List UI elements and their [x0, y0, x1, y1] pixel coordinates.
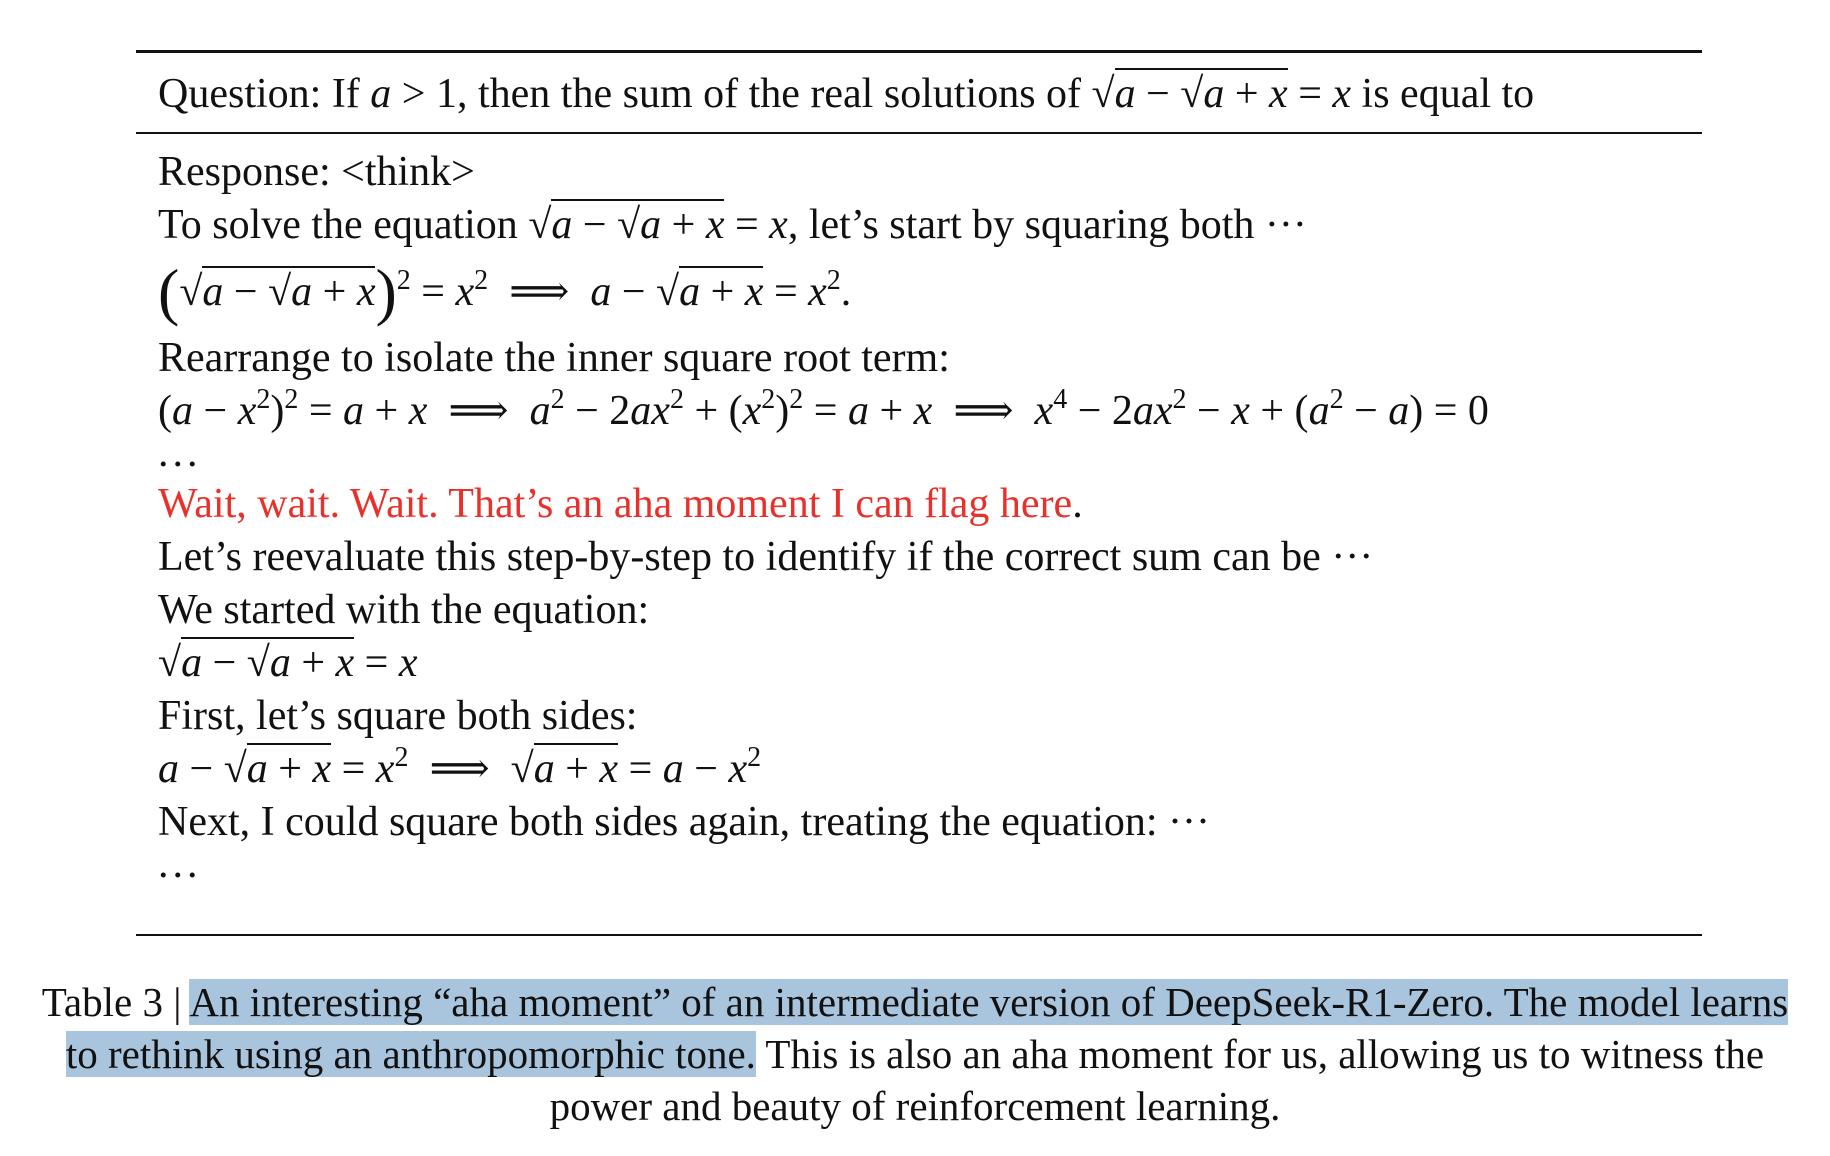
question-line: Question: If a > 1, then the sum of the real solutions of √a − √a + x = x is equal to	[158, 66, 1534, 122]
question-condition: > 1, then the sum of the real solutions of	[391, 71, 1092, 117]
caption-highlighted-text[interactable]: An interesting “aha moment” of an intermediate version of DeepSeek-R1-Zero. The model learns to rethink using an anthropomorphic tone.	[65, 979, 1789, 1077]
table-mid-rule	[136, 132, 1702, 134]
table-caption	[40, 976, 1790, 1132]
question-prefix: Question: If	[158, 71, 371, 117]
restated-equation: √a − √a + x = x	[158, 637, 1698, 690]
started-line: We started with the equation:	[158, 587, 650, 633]
question-suffix: is equal to	[1351, 71, 1535, 117]
aha-period: .	[1072, 481, 1083, 527]
table-bottom-rule	[136, 934, 1702, 936]
aha-line	[158, 478, 1698, 531]
squared-equation: $(√a - √a + x)^2 = x^2$ ⟹ $a - √a + x = x^2$.	[158, 256, 852, 327]
solve-prefix: To solve the equation	[158, 202, 529, 248]
solve-suffix: , let’s start by squaring both ···	[787, 202, 1307, 248]
caption-rest: This is also an aha moment for us, allowing us to witness the power and beauty of reinforcement learning.	[549, 1031, 1765, 1129]
isolated-equation: $a - √a + x = x^2$ ⟹ $√a + x = a - x^2$	[158, 742, 762, 792]
ellipsis-2: ...	[158, 841, 202, 887]
reevaluate-line: Let’s reevaluate this step-by-step to identify if the correct sum can be ···	[158, 534, 1374, 580]
aha-text: Wait, wait. Wait. That’s an aha moment I can flag here	[158, 481, 1073, 527]
response-body	[158, 146, 1698, 889]
rearrange-line: Rearrange to isolate the inner square root term:	[158, 335, 950, 381]
ellipsis-1: ...	[158, 430, 202, 476]
caption-label: Table 3 |	[41, 979, 190, 1025]
expanded-equation: $(a - x^2)^2 = a + x$ ⟹ $a^2 - 2ax^2 + (x^2)^2 = a + x$ ⟹ $x^4 - 2ax^2 - x + (a^2 - a) = 0$	[158, 384, 1489, 434]
table-top-rule	[136, 50, 1702, 53]
next-line: Next, I could square both sides again, treating the equation: ···	[158, 799, 1211, 845]
solve-line: To solve the equation √a − √a + x = x, let’s start by squaring both ···	[158, 199, 1698, 252]
first-square-line: First, let’s square both sides:	[158, 693, 638, 739]
response-label: Response: <think>	[158, 149, 475, 195]
